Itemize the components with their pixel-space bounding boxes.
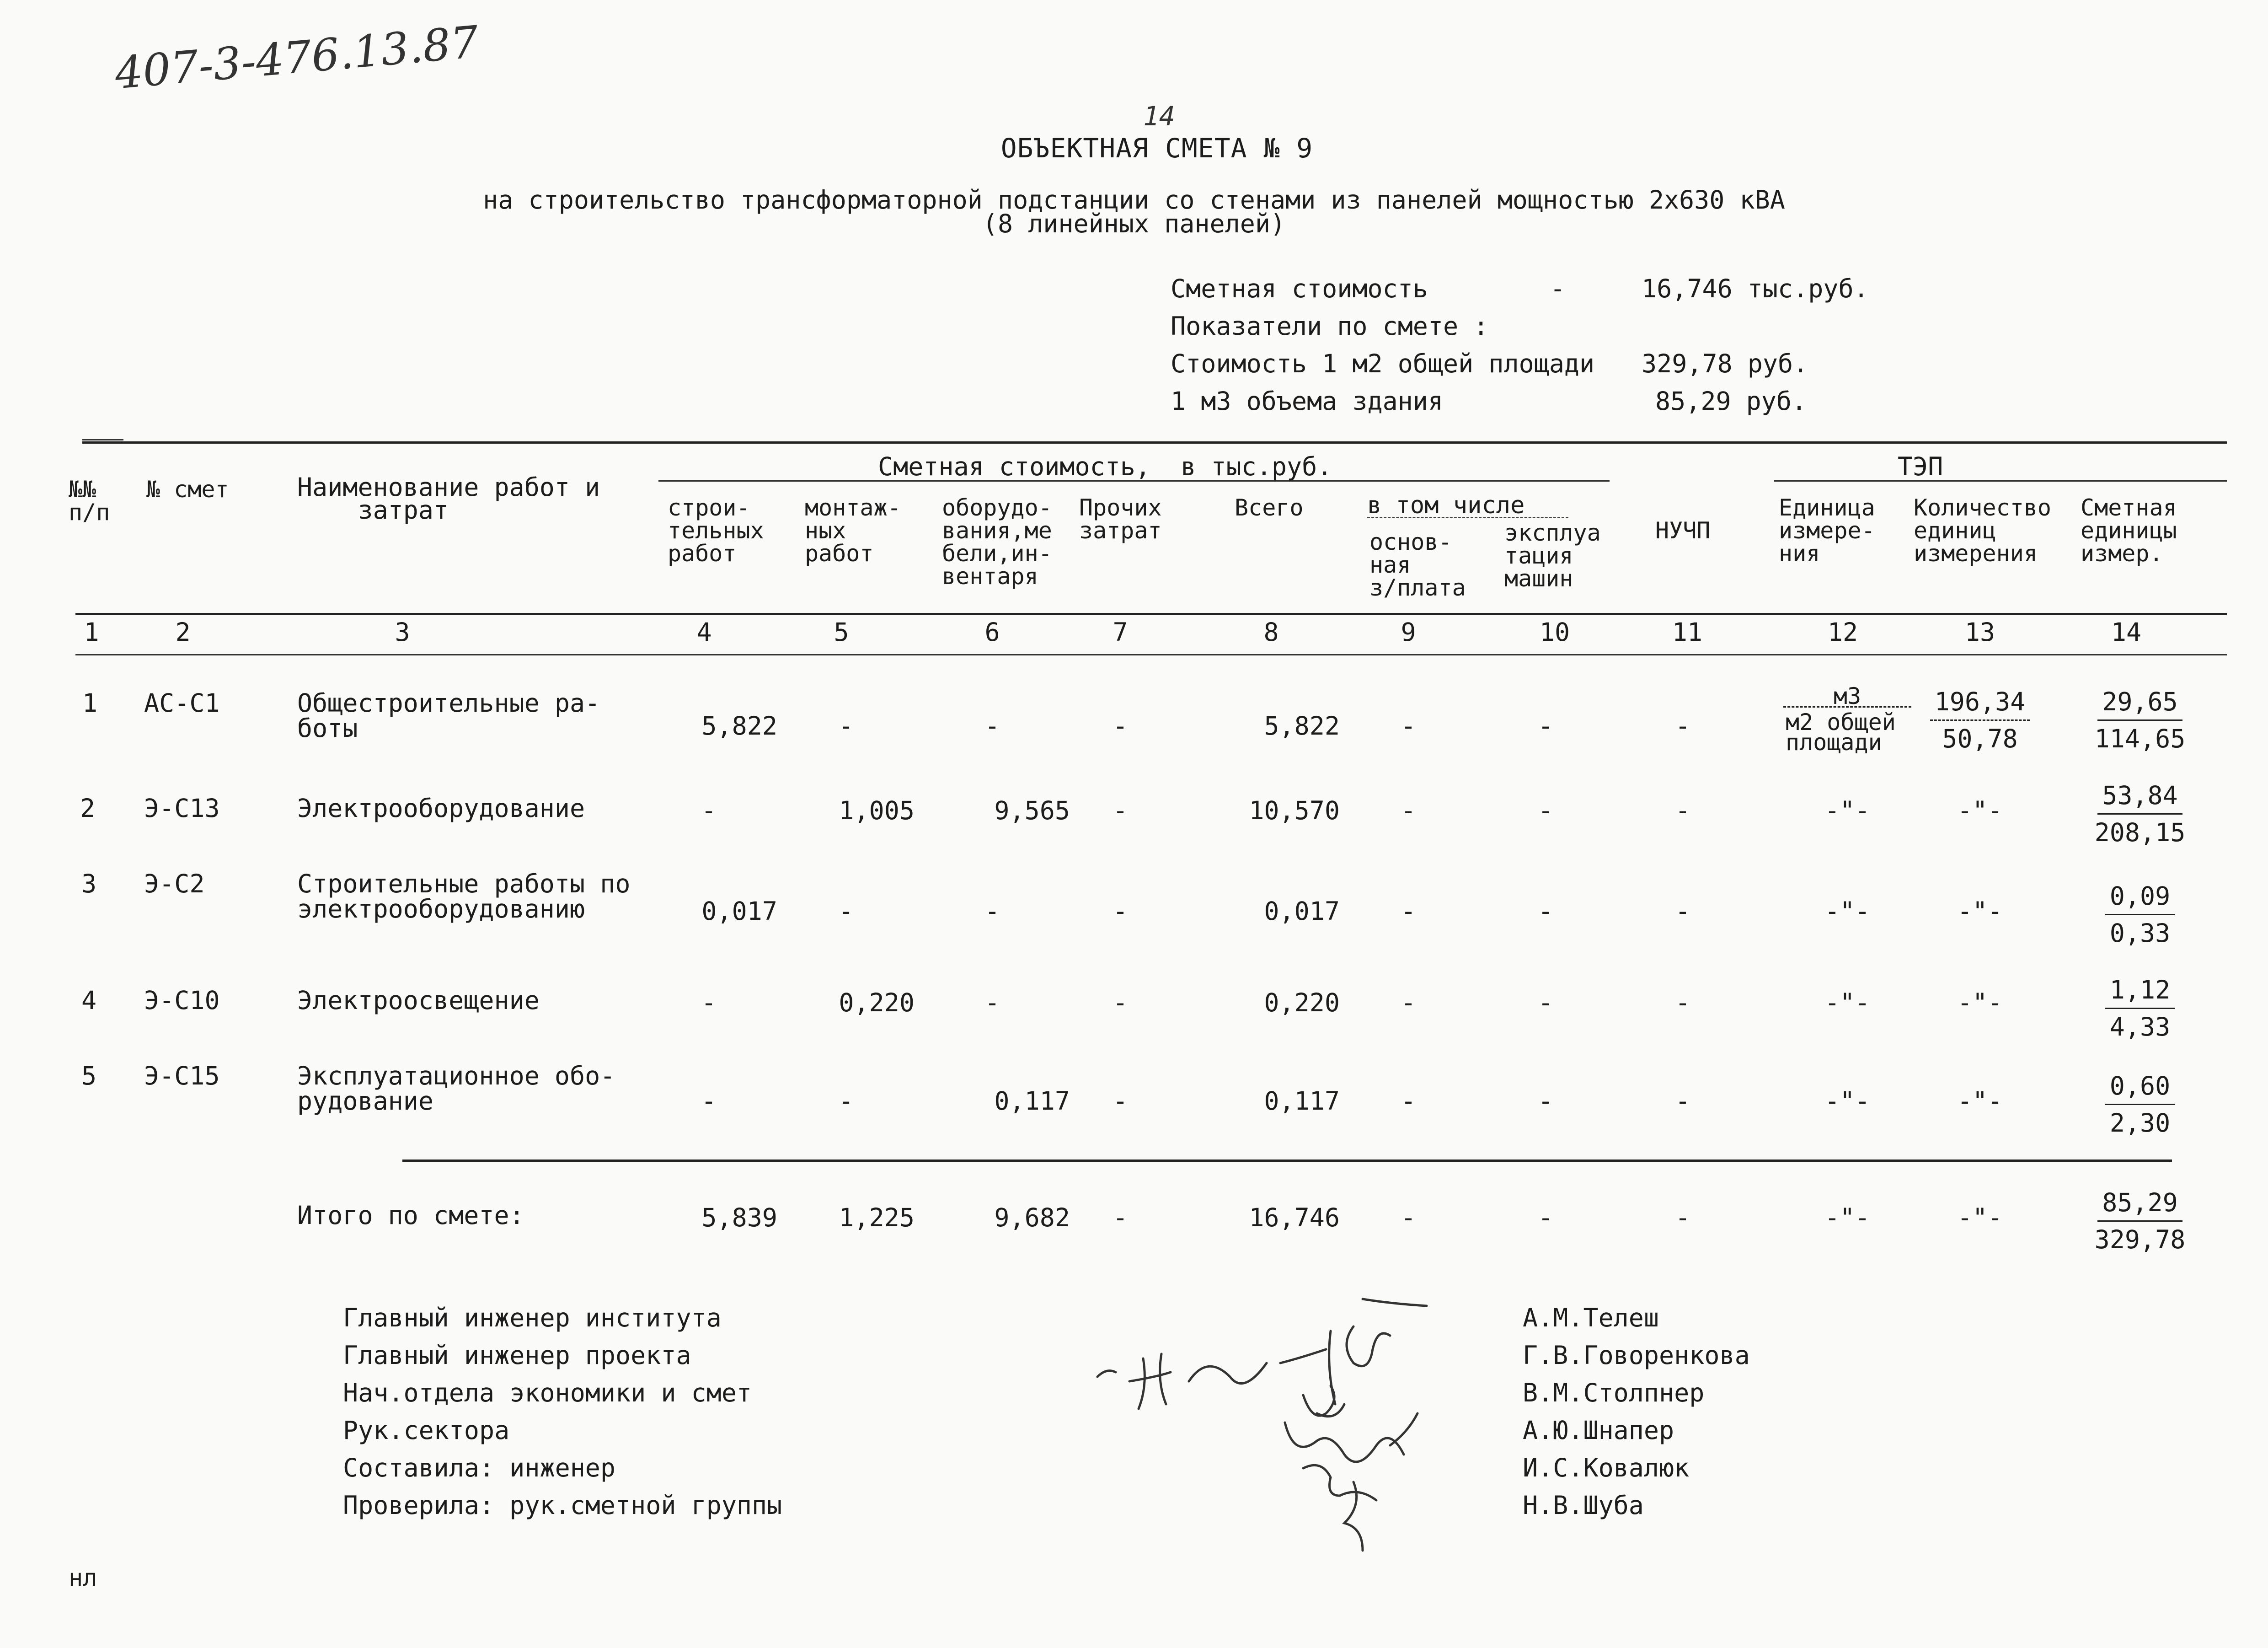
row-quantity: -"- [1957, 796, 2003, 825]
row-work-name: Электроосвещение [297, 986, 540, 1015]
row-unit-cost [2071, 878, 2209, 951]
row-unit-cost-primary: 0,09 [2105, 878, 2175, 915]
document-code: 407-3-476.13.87 [112, 16, 481, 99]
row-number: 2 [80, 794, 96, 823]
row-quantity-primary: 196,34 [1930, 684, 2030, 721]
total-unit-cost-secondary: 329,78 [2094, 1225, 2186, 1254]
column-number: 1 [84, 617, 99, 647]
row-unit: -"- [1824, 1086, 1870, 1116]
signature-role: Главный инженер проекта [343, 1341, 691, 1370]
total-sum: 16,746 [1249, 1203, 1340, 1232]
row-total: 0,017 [1264, 896, 1340, 926]
row-estimate-code: Э-С15 [144, 1061, 220, 1090]
total-equipment: 9,682 [994, 1203, 1070, 1232]
signature-name: В.М.Столпнер [1523, 1378, 1705, 1407]
cost-group-header: Сметная стоимость, в тыс.руб. [878, 452, 1332, 481]
row-total: 10,570 [1249, 796, 1340, 825]
row-unit-cost [2071, 1068, 2209, 1141]
row-machines: - [1538, 1086, 1553, 1116]
row-construction: 0,017 [701, 896, 777, 926]
row-work-name: Строительные работы по электрооборудованию [297, 869, 631, 923]
header-bottom-rule [75, 613, 2227, 615]
row-unit-cost-primary: 53,84 [2097, 778, 2182, 815]
per-m2-value: 329,78 руб. [1642, 349, 1808, 378]
cost-dash: - [1550, 274, 1566, 303]
row-nuchp: - [1675, 711, 1690, 741]
table-top-rule-left [82, 439, 123, 440]
signature-name: А.М.Телеш [1523, 1303, 1659, 1332]
signature-role: Составила: инженер [343, 1453, 616, 1482]
row-machines: - [1538, 896, 1553, 926]
total-installation: 1,225 [839, 1203, 915, 1232]
row-unit-cost-secondary: 2,30 [2109, 1108, 2171, 1138]
row-installation: 1,005 [839, 796, 915, 825]
row-installation: 0,220 [839, 988, 915, 1017]
row-wages: - [1401, 796, 1416, 825]
row-total: 0,220 [1264, 988, 1340, 1017]
signature-name: Н.В.Шуба [1523, 1491, 1644, 1520]
cost-value: 16,746 тыс.руб. [1642, 274, 1869, 303]
row-unit-cost-primary: 0,60 [2105, 1068, 2175, 1105]
column-number: 14 [2111, 617, 2142, 647]
row-unit: -"- [1824, 796, 1870, 825]
row-nuchp: - [1675, 1086, 1690, 1116]
column-number: 6 [984, 617, 1000, 647]
total-unit-cost-primary: 85,29 [2097, 1185, 2182, 1222]
document-subtitle-line1: на строительство трансформаторной подстанции со стенами из панелей мощностью 2х630 кВА [483, 185, 1785, 215]
footer-initials: нл [69, 1564, 97, 1592]
row-unit-cost-secondary: 208,15 [2094, 818, 2186, 847]
signature-name: Г.В.Говоренкова [1523, 1341, 1750, 1370]
row-work-name: Общестроительные ра- боты [297, 688, 600, 743]
cost-label: Сметная стоимость [1171, 274, 1428, 303]
row-unit-primary: м3 [1783, 686, 1911, 708]
signature-role: Рук.сектора [343, 1416, 510, 1445]
row-number: 3 [81, 869, 97, 898]
per-m2-label: Стоимость 1 м2 общей площади [1171, 349, 1595, 378]
row-installation: - [838, 711, 854, 741]
row-equipment: - [984, 896, 1000, 926]
row-number: 4 [81, 986, 97, 1015]
total-unit-cost [2071, 1185, 2209, 1257]
col-header-wages: основ- ная з/плата [1369, 529, 1466, 601]
total-rule [402, 1160, 2172, 1162]
row-quantity-secondary: 50,78 [1942, 724, 2018, 753]
row-unit-cost-secondary: 0,33 [2109, 918, 2171, 948]
row-unit-cost [2071, 684, 2209, 757]
row-number: 5 [81, 1061, 97, 1090]
row-wages: - [1401, 1086, 1416, 1116]
column-number: 7 [1113, 617, 1128, 647]
row-estimate-code: Э-С13 [144, 794, 220, 823]
row-machines: - [1538, 711, 1553, 741]
indicators-label: Показатели по смете : [1171, 311, 1489, 341]
row-construction: - [701, 796, 717, 825]
total-unit: -"- [1824, 1203, 1870, 1232]
col-header-quantity: Количество единиц измерения [1914, 494, 2052, 567]
signature-name: И.С.Ковалюк [1523, 1453, 1690, 1482]
total-wages: - [1401, 1203, 1416, 1232]
row-machines: - [1538, 796, 1553, 825]
row-quantity: -"- [1957, 1086, 2003, 1116]
column-number: 5 [834, 617, 849, 647]
signature-name: А.Ю.Шнапер [1523, 1416, 1674, 1445]
col-header-construction: строи- тельных работ [668, 494, 764, 567]
col-header-equipment: оборудо- вания,ме бели,ин- вентаря [942, 494, 1052, 590]
row-quantity: -"- [1957, 988, 2003, 1017]
row-installation: - [838, 1086, 854, 1116]
tep-group-header: ТЭП [1898, 452, 1943, 481]
row-number: 1 [82, 688, 98, 718]
table-top-rule [82, 441, 2227, 444]
row-unit: -"- [1824, 896, 1870, 926]
row-unit-cost-primary: 1,12 [2105, 972, 2175, 1009]
row-quantity [1911, 684, 2049, 757]
row-wages: - [1401, 896, 1416, 926]
row-equipment: - [984, 988, 1000, 1017]
page-number: 14 [1143, 101, 1175, 132]
document-subtitle-line2: (8 линейных панелей) [982, 209, 1286, 238]
column-number: 9 [1401, 617, 1416, 647]
document-title: ОБЪЕКТНАЯ СМЕТА № 9 [1000, 133, 1313, 164]
row-nuchp: - [1675, 896, 1690, 926]
col-header-name: Наименование работ и затрат [297, 472, 600, 525]
row-equipment: - [984, 711, 1000, 741]
col-header-num: №№ п/п [69, 476, 110, 526]
row-unit-cost-secondary: 114,65 [2094, 724, 2186, 753]
row-work-name: Эксплуатационное обо- рудование [297, 1061, 615, 1116]
column-number: 11 [1672, 617, 1703, 647]
col-header-installation: монтаж- ных работ [805, 494, 901, 567]
total-machines: - [1538, 1203, 1553, 1232]
row-estimate-code: Э-С2 [144, 869, 205, 898]
row-unit [1774, 683, 1920, 756]
row-construction: - [701, 1086, 717, 1116]
row-construction: - [701, 988, 717, 1017]
row-unit-cost [2071, 972, 2209, 1045]
row-unit-secondary: м2 общей площади [1786, 709, 1896, 756]
column-number: 3 [395, 617, 410, 647]
column-number: 4 [696, 617, 712, 647]
row-quantity: -"- [1957, 896, 2003, 926]
tep-group-rule [1774, 480, 2227, 482]
column-number: 12 [1827, 617, 1858, 647]
row-unit: -"- [1824, 988, 1870, 1017]
per-m3-value: 85,29 руб. [1655, 387, 1807, 416]
row-nuchp: - [1675, 796, 1690, 825]
column-number: 8 [1263, 617, 1279, 647]
col-header-other: Прочих затрат [1079, 494, 1162, 544]
row-total: 5,822 [1264, 711, 1340, 741]
row-wages: - [1401, 711, 1416, 741]
row-other: - [1113, 896, 1128, 926]
row-other: - [1113, 796, 1128, 825]
row-nuchp: - [1675, 988, 1690, 1017]
col-header-unit-cost: Сметная единицы измер. [2081, 494, 2177, 567]
column-number: 10 [1539, 617, 1570, 647]
row-work-name: Электрооборудование [297, 794, 585, 823]
per-m3-label: 1 м3 объема здания [1171, 387, 1444, 416]
signature-role: Проверила: рук.сметной группы [343, 1491, 782, 1520]
row-estimate-code: Э-С10 [144, 986, 220, 1015]
total-quantity: -"- [1957, 1203, 2003, 1232]
row-wages: - [1401, 988, 1416, 1017]
signature-names [1523, 1299, 1750, 1524]
row-machines: - [1538, 988, 1553, 1017]
row-installation: - [838, 896, 854, 926]
total-label: Итого по смете: [297, 1201, 524, 1230]
row-unit-cost [2071, 778, 2209, 850]
row-unit-cost-primary: 29,65 [2097, 684, 2182, 721]
row-other: - [1113, 1086, 1128, 1116]
signature-role: Нач.отдела экономики и смет [343, 1378, 752, 1407]
handwritten-signatures-image [1088, 1276, 1518, 1560]
total-construction: 5,839 [701, 1203, 777, 1232]
signature-roles [343, 1299, 782, 1524]
row-total: 0,117 [1264, 1086, 1340, 1116]
row-other: - [1113, 711, 1128, 741]
row-unit-cost-secondary: 4,33 [2109, 1012, 2171, 1041]
row-equipment: 0,117 [994, 1086, 1070, 1116]
col-header-estimate-no: № смет [146, 476, 229, 503]
col-header-total: Всего [1235, 494, 1304, 521]
col-header-unit: Единица измере- ния [1779, 494, 1875, 567]
row-construction: 5,822 [701, 711, 777, 741]
row-estimate-code: АС-С1 [144, 688, 220, 718]
col-header-machines: эксплуа тация машин [1504, 520, 1601, 592]
incl-group-header: в том числе [1367, 492, 1525, 519]
col-header-nuchp: НУЧП [1655, 517, 1711, 544]
row-other: - [1113, 988, 1128, 1017]
row-equipment: 9,565 [994, 796, 1070, 825]
column-number: 13 [1964, 617, 1995, 647]
column-numbers-rule [75, 654, 2227, 655]
total-nuchp: - [1675, 1203, 1690, 1232]
column-number: 2 [175, 617, 191, 647]
total-other: - [1113, 1203, 1128, 1232]
signature-role: Главный инженер института [343, 1303, 722, 1332]
